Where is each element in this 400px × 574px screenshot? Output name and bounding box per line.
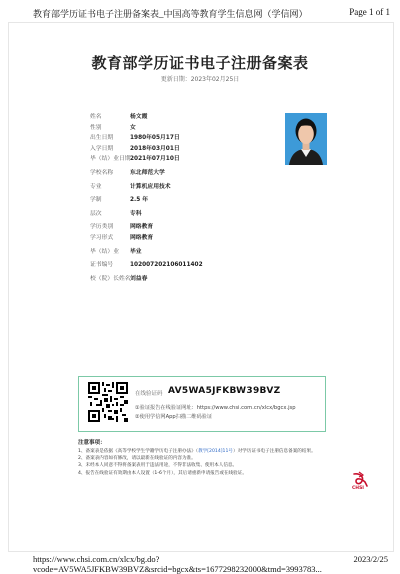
student-info-table	[90, 112, 270, 284]
info-label: 姓名	[90, 114, 102, 120]
info-label: 层次	[90, 210, 102, 217]
portrait-image	[285, 113, 327, 165]
info-label: 学习形式	[90, 234, 114, 241]
info-label: 出生日期	[90, 135, 114, 142]
verification-code: AV5WA5JFKBW39BVZ	[168, 386, 281, 396]
info-row-enroll-date	[90, 144, 270, 155]
verification-url-instruction: ①验证报告在线验证网址：https://www.chsi.com.cn/xlcx/bgcx.jsp	[135, 405, 296, 411]
info-value: 计算机应用技术	[130, 183, 171, 190]
note-item	[78, 448, 340, 455]
info-value: 2021年07月10日	[130, 156, 180, 163]
note-text: 1、备案表是依据《高等学校学生学籍学历电子注册办法》（	[78, 449, 199, 454]
info-label: 毕（结）业	[90, 248, 119, 255]
verification-code-label: 在线验证码	[135, 391, 163, 397]
verification-app-instruction: ②使用学信网App扫描二维码验证	[135, 414, 213, 420]
header-page-title: 教育部学历证书电子注册备案表_中国高等教育学生信息网（学信网）	[33, 9, 308, 19]
info-value: 杨文霞	[130, 114, 148, 120]
info-value: 女	[130, 124, 136, 131]
info-label: 证书编号	[90, 262, 114, 269]
info-label: 学制	[90, 197, 102, 204]
info-label: 性别	[90, 124, 102, 131]
info-row-graduation-status	[90, 247, 270, 258]
regulation-link[interactable]: 教学[2014]11号	[198, 449, 233, 454]
info-value: 102007202106011402	[130, 262, 203, 269]
info-value: 刘益春	[130, 275, 148, 282]
browser-print-header	[0, 0, 400, 22]
info-label: 专业	[90, 183, 102, 190]
info-row-major	[90, 182, 270, 193]
info-label: 学历类别	[90, 224, 114, 231]
info-value: 2018年03月01日	[130, 145, 180, 152]
student-photo	[285, 113, 327, 165]
info-row-name	[90, 112, 270, 123]
info-row-education-type	[90, 222, 270, 233]
note-text: ）对学历证书电子注册信息备案的结果。	[232, 449, 316, 454]
notes-title: 注意事项：	[78, 440, 106, 446]
info-value: 网络教育	[130, 224, 154, 231]
footer-date: 2023/2/25	[353, 554, 388, 564]
qr-code-icon	[88, 382, 128, 422]
info-value: 1980年05月17日	[130, 135, 180, 142]
info-row-birth-date	[90, 133, 270, 144]
info-label: 入学日期	[90, 145, 114, 152]
info-row-certificate-number	[90, 260, 270, 271]
browser-print-footer	[0, 550, 400, 574]
info-row-school	[90, 168, 270, 179]
note-item: 3、未经本人同意不得将备案表用于违法用途，不得非法收集、使用本人信息。	[78, 463, 238, 469]
document-title: 教育部学历证书电子注册备案表	[91, 54, 309, 72]
info-row-graduation-date	[90, 154, 270, 165]
chsi-logo-text: CHSI	[352, 486, 364, 491]
info-value: 毕业	[130, 248, 142, 255]
info-row-president	[90, 274, 270, 285]
info-row-duration	[90, 195, 270, 206]
info-value: 东北师范大学	[130, 169, 165, 176]
document-update-date: 更新日期：2023年02月25日	[160, 76, 240, 83]
info-label: 校（院）长姓名	[90, 275, 131, 282]
info-label: 学校名称	[90, 169, 114, 176]
note-item: 4、报告在线验证有效期由本人设置（1-6个月），其后请重新申请报告或在线验证。	[78, 470, 247, 476]
note-item: 2、备案表内容如有修改，请以最新在线验证的内容为准。	[78, 456, 196, 462]
info-value: 网络教育	[130, 234, 154, 241]
info-value: 专科	[130, 210, 142, 217]
info-row-level	[90, 209, 270, 220]
qr-code[interactable]	[88, 382, 128, 422]
header-page-indicator: Page 1 of 1	[349, 7, 390, 17]
info-row-gender	[90, 123, 270, 134]
info-row-study-form	[90, 233, 270, 244]
footer-url: https://www.chsi.com.cn/xlcx/bg.do?vcode=AV5WA5JFKBW39BVZ&srcid=bgcx&ts=1677298232000&tmd=3993783...	[33, 554, 322, 574]
notes-section	[78, 438, 340, 477]
info-label: 毕（结）业日期	[90, 156, 131, 163]
info-value: 2.5 年	[130, 197, 149, 204]
